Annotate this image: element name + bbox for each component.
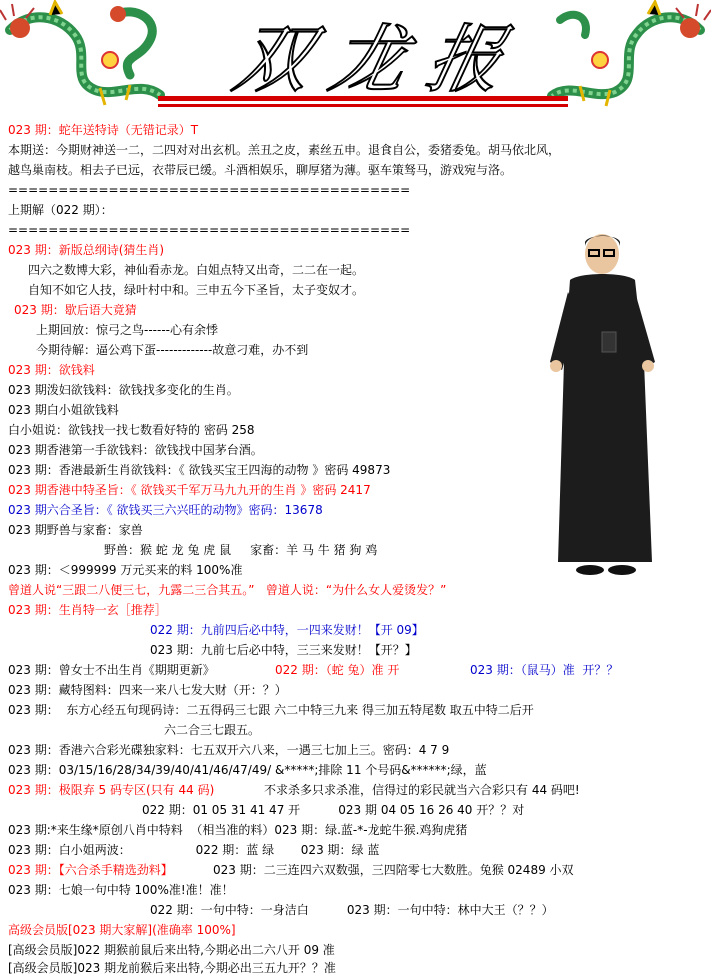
text-line: 022 期：01 05 31 41 47 开 023 期 04 05 16 26 40 开？？对: [142, 803, 525, 817]
text-line: 023 期野兽与家畜：家兽: [8, 523, 143, 537]
text-line: 023 期： 东方心经五句现码诗：二五得码三七跟 六二中特三九来 得三加五特尾数 取五中特二后开: [8, 703, 534, 717]
text-line: 023 期：欲钱料: [8, 363, 95, 377]
text-line: 022 期：（蛇 兔）准 开: [275, 663, 400, 677]
text-line: 今期待解：逼公鸡下蛋-------------故意刁难，办不到: [36, 343, 309, 357]
text-line: 023 期：蛇年送特诗（无错记录）T: [8, 123, 199, 137]
text-line: [高级会员版]023 期龙前猴后来出特,今期必出三五九开？？准: [8, 961, 336, 975]
text-line: 上期解（022 期）：: [8, 203, 113, 217]
text-line: 白小姐说：欲钱找一找七数看好特的 密码 258: [8, 423, 255, 437]
text-line: 023 期：（鼠马）准 开？？: [470, 663, 619, 677]
text-line: 022 期：一句中特：一身洁白 023 期：一句中特：林中大王（？？）: [150, 903, 554, 917]
text-line: 023 期：歇后语大竟猜: [14, 303, 137, 317]
text-line: 六二合三七跟五。: [164, 723, 261, 737]
text-line: 023 期：藏特图料：四来一来八七发大财（开：？）: [8, 683, 287, 697]
text-line: 022 期：九前四后必中特，一四来发财！【开 09】: [150, 623, 424, 637]
man-portrait-image: [540, 232, 670, 592]
text-line: 023 期六合圣旨：《 欲钱买三六兴旺的动物》密码：13678: [8, 503, 323, 517]
text-line: 023 期白小姐欲钱料: [8, 403, 119, 417]
text-line: 023 期香港中特圣旨：《 欲钱买千军万马九九开的生肖 》密码 2417: [8, 483, 371, 497]
text-line: 023 期：03/15/16/28/34/39/40/41/46/47/49/ &*****;排除 11 个号码&******;绿，蓝: [8, 763, 487, 777]
text-line: 023 期：曾女士不出生肖《期期更新》: [8, 663, 215, 677]
page-title: 双龙报: [226, 17, 534, 103]
text-line: 023 期：二三连四六双数强，三四陪零七大数胜。兔猴 02489 小双: [213, 863, 574, 877]
text-line: 自知不如它人技，绿叶村中和。三申五今下圣旨，太子变奴才。: [28, 283, 365, 297]
text-line: 023 期：白小姐两波： 022 期：蓝 绿 023 期：绿 蓝: [8, 843, 380, 857]
text-line: 上期回放：惊弓之鸟------心有余悸: [36, 323, 218, 337]
text-line: 越鸟巢南枝。相去子已远，衣带辰已缓。斗酒相娱乐，聊厚猪为薄。驱车策驽马，游戏宛与洛。: [8, 163, 513, 177]
text-line: ========================================: [8, 183, 411, 197]
text-line: 023 期：极限弃 5 码专区(只有 44 码): [8, 783, 215, 797]
text-line: 不求杀多只求杀准，信得过的彩民就当六合彩只有 44 码吧!: [264, 783, 580, 797]
text-line: 本期送：今期财神送一二，二四对对出玄机。羔丑之皮，素丝五申。退食自公，委猪委兔。胡马依北风，: [8, 143, 561, 157]
text-line: 023 期：香港六合彩光碟独家料：七五双开六八来，一遇三七加上三。密码：4 7 9: [8, 743, 450, 757]
text-line: 023 期：＜999999 万元买来的料 100%准: [8, 563, 243, 577]
text-line: 023 期：生肖特一玄［推荐］: [8, 603, 167, 617]
text-line: [高级会员版]022 期猴前鼠后来出特,今期必出二六八开 09 准: [8, 943, 335, 957]
text-line: ========================================: [8, 223, 411, 237]
text-line: 023 期：【六合杀手精选劲料】: [8, 863, 173, 877]
text-line: 023 期：九前七后必中特，三三来发财！【开？】: [150, 643, 417, 657]
text-line: 023 期：香港最新生肖欲钱料：《 欲钱买宝王四海的动物 》密码 49873: [8, 463, 391, 477]
text-line: 曾道人说“三跟二八便三七，九露二三合其五。” 曾道人说：“为什么女人爱烫发？”: [8, 583, 447, 597]
text-line: 野兽：猴 蛇 龙 兔 虎 鼠 家畜：羊 马 牛 猪 狗 鸡: [104, 543, 378, 557]
text-line: 023 期泼妇欲钱料：欲钱找多变化的生肖。: [8, 383, 239, 397]
text-line: 023 期香港第一手欲钱料：欲钱找中国茅台酒。: [8, 443, 263, 457]
text-line: 023 期：新版总纲诗(猜生肖): [8, 243, 165, 257]
text-line: 023 期:*来生缘*原创八肖中特料 （相当准的料）023 期：绿.蓝-*-龙蛇牛猴.鸡狗虎猪: [8, 823, 468, 837]
text-line: 高级会员版[023 期大家解](准确率 100%]: [8, 923, 236, 937]
text-line: 023 期：七娘一句中特 100%准!准！准！: [8, 883, 234, 897]
title-underline-bottom: [158, 104, 568, 107]
text-line: 四六之数博大彩，神仙看赤龙。白姐点特又出奇，二二在一起。: [28, 263, 365, 277]
